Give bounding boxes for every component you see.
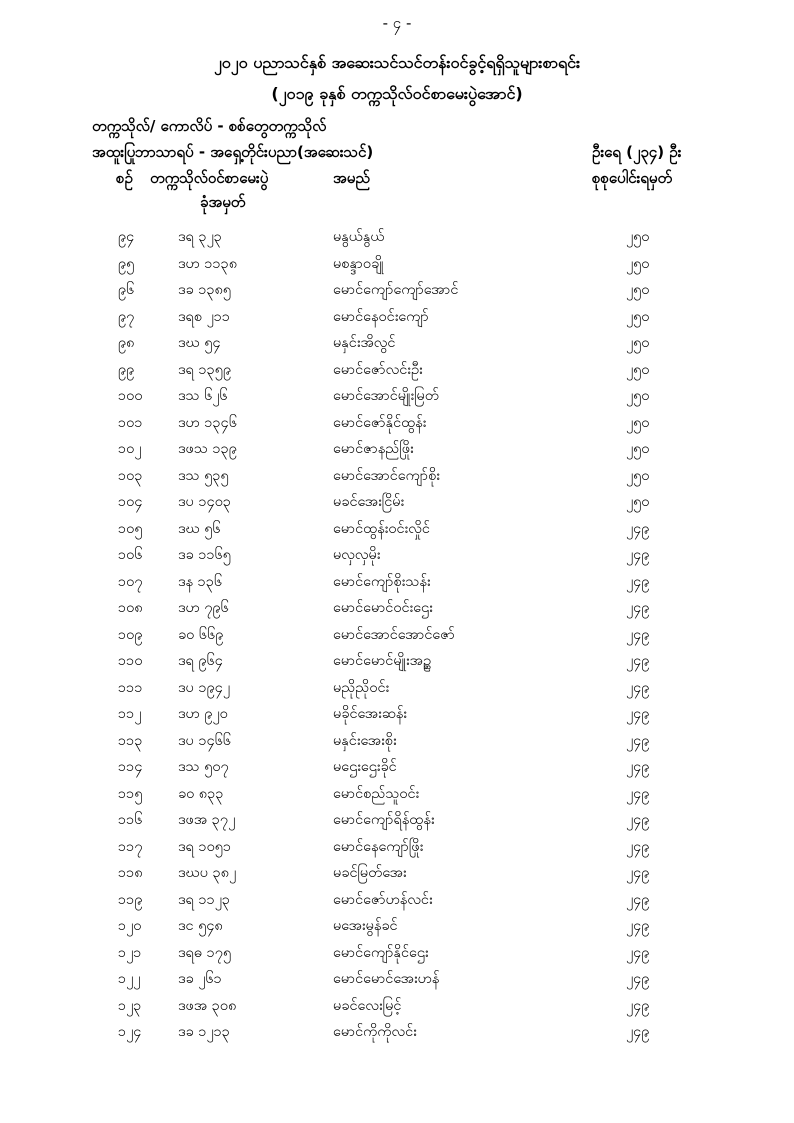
student-name: မောင်မောင်ဝင်းဌေး [333, 600, 433, 616]
row-number: ၁၁၀ [118, 653, 143, 669]
total-mark: ၂၄၉ [626, 626, 650, 643]
roll-number: ဒဃ ၅၆ [178, 520, 221, 537]
row-number: ၉၄ [118, 229, 135, 245]
student-name: မလှလှမိုး [333, 547, 381, 563]
row-number: ၉၉ [118, 361, 135, 378]
header-roll-2: ခုံအမှတ် [200, 193, 246, 211]
row-number: ၁၂၀ [118, 918, 142, 934]
table-row [0, 440, 794, 467]
table-row [0, 520, 794, 547]
page-number: - ၄ - [382, 14, 412, 32]
student-name: မခင်အေးငြိမ်း [333, 494, 405, 510]
row-number: ၁၀၉ [118, 626, 143, 643]
roll-number: ဒပ ၁၉၄၂ [178, 679, 231, 696]
total-mark: ၂၅၀ [626, 282, 650, 298]
table-row [0, 308, 794, 335]
row-number: ၁၀၀ [118, 388, 143, 404]
total-mark: ၂၄၉ [626, 653, 650, 669]
total-mark: ၂၄၉ [626, 547, 650, 563]
roll-number: ဒဖအ ၃၇၂ [178, 812, 236, 828]
student-name: မောင်မောင်အေးဟန် [333, 971, 440, 987]
total-mark: ၂၄၉ [626, 918, 650, 934]
roll-number: ဒဟ ၁၃၄၆ [178, 414, 237, 431]
total-mark: ၂၄၉ [626, 865, 650, 881]
table-row [0, 281, 794, 308]
roll-number: ဒရ ၃၂၃ [178, 229, 222, 245]
total-mark: ၂၅၀ [626, 388, 650, 404]
roll-number: ဒဃပ ၃၈၂ [178, 865, 237, 881]
total-mark: ၂၅၀ [626, 441, 650, 457]
total-mark: ၂၄၉ [626, 838, 650, 855]
row-number: ၁၀၁ [118, 414, 143, 431]
roll-number: ဒသ ၅၃၅ [178, 467, 229, 484]
roll-number: ဒဖသ ၁၃၉ [178, 441, 237, 457]
student-name: မောင်ကျော်နိုင်ဌေး [333, 944, 429, 961]
row-number: ၁၀၂ [118, 441, 142, 457]
table-row [0, 546, 794, 573]
student-name: မောင်ကိုကိုလင်း [333, 1024, 417, 1040]
total-mark: ၂၄၉ [626, 944, 650, 961]
student-name: မနှင်းအေးစိုး [333, 732, 397, 749]
roll-number: ဒဟ ၉၂၀ [178, 706, 228, 722]
total-mark: ၂၅၀ [626, 414, 650, 431]
total-mark: ၂၄၉ [626, 891, 650, 908]
student-name: မောင်စည်သူဝင်း [333, 785, 420, 802]
student-name: မခင်လေးမြင့် [333, 997, 402, 1014]
student-name: မောင်ဇော်လင်းဦး [333, 361, 423, 378]
total-mark: ၂၄၉ [626, 600, 650, 616]
row-number: ၁၀၆ [118, 547, 143, 563]
student-name: မစန္ဒာဝချို [333, 255, 384, 272]
row-number: ၁၂၂ [118, 971, 141, 987]
table-row [0, 997, 794, 1024]
count-line: ဦးရေ (၂၃၄) ဦး [592, 143, 682, 161]
row-number: ၁၀၇ [118, 573, 143, 590]
student-name: မနှင်းအိလွင် [333, 335, 396, 351]
total-mark: ၂၅၀ [626, 255, 650, 272]
document-subtitle: (၂၀၁၉ ခုနှစ် တက္ကသိုလ်ဝင်စာမေးပွဲအောင်) [271, 84, 523, 103]
table-row [0, 811, 794, 838]
university-line: တက္ကသိုလ်/ ကောလိပ် - စစ်တွေတက္ကသိုလ် [92, 117, 327, 135]
student-name: မောင်ဇော်ဟန်လင်း [333, 891, 433, 908]
student-name: မောင်ဇော်နိုင်ထွန်း [333, 414, 427, 431]
roll-number: ခဝ ၈၃၃ [178, 785, 224, 802]
row-number: ၁၁၈ [118, 865, 143, 881]
table-row [0, 361, 794, 388]
table-row [0, 917, 794, 944]
total-mark: ၂၄၉ [626, 785, 650, 802]
total-mark: ၂၅၀ [626, 335, 650, 351]
document-title: ၂၀၂၀ ပညာသင်နှစ် အဆေးသင်သင်တန်းဝင်ခွင့်ရရှိသူများစာရင်း [213, 53, 581, 72]
total-mark: ၂၅၀ [626, 229, 650, 245]
roll-number: ဒသ ၅၀၇ [178, 759, 229, 775]
student-name: မအေးမွန်ခင် [333, 918, 398, 934]
student-name: မနွယ်နွယ် [333, 229, 385, 245]
table-row [0, 255, 794, 282]
specialization-line: အထူးပြုဘာသာရပ် - အရှေ့တိုင်းပညာ(အဆေးသင်) [92, 143, 374, 161]
row-number: ၁၀၅ [118, 520, 143, 537]
table-row [0, 652, 794, 679]
roll-number: ဒဟ ၁၁၃၈ [178, 255, 238, 272]
roll-number: ဒပ ၁၄၆၆ [178, 732, 232, 749]
total-mark: ၂၄၉ [626, 520, 650, 537]
roll-number: ခဝ ၆၆၉ [178, 626, 224, 643]
student-name: မောင်ဇာနည်ဖြိုး [333, 441, 414, 457]
row-number: ၁၁၅ [118, 785, 143, 802]
roll-number: ဒရ ၁၁၂၃ [178, 891, 231, 908]
row-number: ၁၂၁ [118, 944, 142, 961]
header-name: အမည် [333, 169, 370, 187]
table-row [0, 599, 794, 626]
roll-number: ဒရ ၁၀၅၁ [178, 838, 232, 855]
student-name: မခိုင်အေးဆန်း [333, 706, 407, 722]
student-name: မခင်မြတ်အေး [333, 865, 407, 881]
row-number: ၁၀၈ [118, 600, 143, 616]
student-name: မဌေးဌေးခိုင် [333, 759, 397, 775]
row-number: ၉၅ [118, 255, 135, 272]
roll-number: ဒရ ၁၃၅၉ [178, 361, 232, 378]
row-number: ၉၈ [118, 335, 135, 351]
row-number: ၁၁၆ [118, 812, 143, 828]
roll-number: ဒခ ၁၁၆၅ [178, 547, 231, 563]
total-mark: ၂၄၉ [626, 997, 650, 1014]
roll-number: ဒရ ၉၆၄ [178, 653, 223, 669]
table-row [0, 864, 794, 891]
row-number: ၁၀၃ [118, 467, 143, 484]
total-mark: ၂၅၀ [626, 467, 650, 484]
total-mark: ၂၄၉ [626, 759, 650, 775]
total-mark: ၂၅၀ [626, 361, 650, 378]
roll-number: ဒင ၅၄၈ [178, 918, 223, 934]
total-mark: ၂၄၉ [626, 679, 650, 696]
student-name: မောင်ထွန်းဝင်းလှိုင် [333, 520, 430, 537]
table-row [0, 414, 794, 441]
student-name: မောင်အောင်အောင်ဇော် [333, 626, 455, 643]
roll-number: ဒဟ ၇၉၆ [178, 600, 229, 616]
table-row [0, 838, 794, 865]
header-mark: စုစုပေါင်းရမှတ် [592, 169, 673, 187]
roll-number: ဒရဓ ၁၇၅ [178, 944, 232, 961]
roll-number: ဒဖအ ၃၀၈ [178, 997, 237, 1014]
results-table [0, 228, 794, 1050]
header-no: စဉ် [116, 169, 133, 187]
row-number: ၁၀၄ [118, 494, 143, 510]
student-name: မောင်ကျော်ရိန်ထွန်း [333, 812, 435, 828]
total-mark: ၂၅၀ [626, 308, 650, 325]
row-number: ၉၇ [118, 308, 135, 325]
row-number: ၁၂၃ [118, 997, 142, 1014]
row-number: ၁၁၉ [118, 891, 143, 908]
row-number: ၁၁၃ [118, 732, 143, 749]
table-row [0, 228, 794, 255]
row-number: ၉၆ [118, 282, 135, 298]
table-row [0, 785, 794, 812]
row-number: ၁၁၂ [118, 706, 142, 722]
total-mark: ၂၄၉ [626, 706, 650, 722]
total-mark: ၂၄၉ [626, 573, 650, 590]
row-number: ၁၂၄ [118, 1024, 142, 1040]
student-name: မောင်ကျော်ကျော်အောင် [333, 282, 459, 298]
total-mark: ၂၄၉ [626, 971, 650, 987]
table-row [0, 387, 794, 414]
header-roll: တက္ကသိုလ်ဝင်စာမေးပွဲ [150, 169, 269, 187]
row-number: ၁၁၄ [118, 759, 143, 775]
table-row [0, 758, 794, 785]
table-row [0, 573, 794, 600]
table-row [0, 705, 794, 732]
student-name: မညိုညိုဝင်း [333, 679, 390, 696]
row-number: ၁၁၁ [118, 679, 143, 696]
student-name: မောင်မောင်မျိုးအဥ္ဆ [333, 653, 432, 669]
table-row [0, 493, 794, 520]
roll-number: ဒခ ၂၆၁ [178, 971, 222, 987]
student-name: မောင်နေဝင်းကျော် [333, 308, 429, 325]
row-number: ၁၁၇ [118, 838, 143, 855]
roll-number: ဒန ၁၃၆ [178, 573, 223, 590]
student-name: မောင်အောင်ကျော်စိုး [333, 467, 440, 484]
total-mark: ၂၄၉ [626, 1024, 650, 1040]
roll-number: ဒခ ၁၂၁၃ [178, 1024, 230, 1040]
table-row [0, 891, 794, 918]
roll-number: ဒခ ၁၃၈၅ [178, 282, 232, 298]
table-row [0, 970, 794, 997]
total-mark: ၂၄၉ [626, 812, 650, 828]
table-row [0, 944, 794, 971]
roll-number: ဒသ ၆၂၆ [178, 388, 228, 404]
student-name: မောင်အောင်မျိုးမြတ် [333, 388, 439, 404]
roll-number: ဒပ ၁၄၀၃ [178, 494, 232, 510]
student-name: မောင်နေကျော်ဖြိုး [333, 838, 424, 855]
table-row [0, 626, 794, 653]
total-mark: ၂၄၉ [626, 732, 650, 749]
table-row [0, 679, 794, 706]
table-row [0, 732, 794, 759]
table-row [0, 467, 794, 494]
roll-number: ဒဃ ၅၄ [178, 335, 221, 351]
student-name: မောင်ကျော်စိုးသန်း [333, 573, 431, 590]
total-mark: ၂၅၀ [626, 494, 650, 510]
roll-number: ဒရစ ၂၁၁ [178, 308, 231, 325]
table-row [0, 334, 794, 361]
table-row [0, 1023, 794, 1050]
